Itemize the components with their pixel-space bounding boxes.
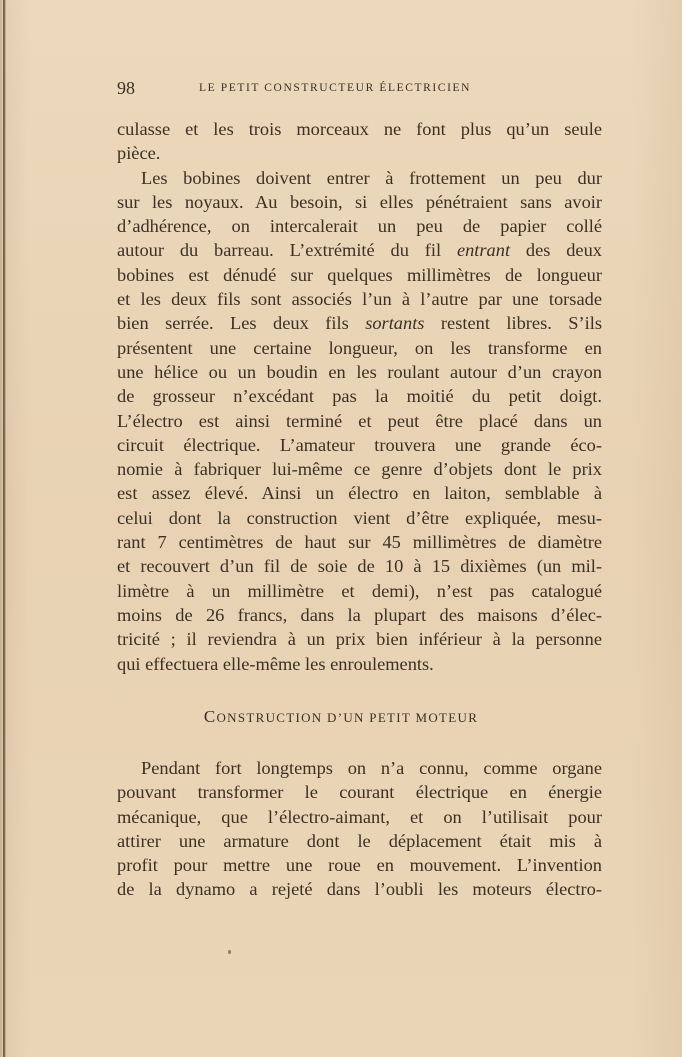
body-text-upper: [117, 117, 602, 676]
text-line: présentent une certaine longueur, on les transforme en: [117, 337, 602, 358]
text-line: Pendant fort longtemps on n’a connu, comme organe: [141, 758, 602, 778]
text-line: pouvant transformer le courant électrique en énergie: [117, 782, 602, 803]
text-line: pièce.: [117, 143, 161, 164]
paper-speck: [228, 950, 231, 954]
text-line: moins de 26 francs, dans la plupart des maisons d’élec-: [117, 604, 602, 625]
text-line: d’adhérence, on intercalerait un peu de papier collé: [117, 216, 602, 237]
text-line: sur les noyaux. Au besoin, si elles pénétraient sans avoir: [117, 191, 602, 212]
text-line: est assez élevé. Ainsi un électro en laiton, semblable à: [117, 483, 602, 504]
paragraph: [117, 756, 602, 902]
text-line: de la dynamo a rejeté dans l’oubli les moteurs électro-: [117, 879, 602, 900]
body-text-lower: [117, 756, 602, 902]
paragraph: [117, 166, 602, 676]
text-line: circuit électrique. L’amateur trouvera une grande éco-: [117, 434, 602, 455]
section-heading: [0, 707, 682, 727]
binding-shadow: [3, 0, 6, 1057]
text-line: attirer une armature dont le déplacement était mis à: [117, 830, 602, 851]
text-line: [117, 311, 602, 335]
text-line: celui dont la construction vient d’être expliquée, mesu-: [117, 507, 602, 528]
text-line: culasse et les trois morceaux ne font plus qu’un seule: [117, 119, 602, 139]
text-line: Les bobines doivent entrer à frottement un peu dur: [141, 167, 602, 188]
text-line: tricité ; il reviendra à un prix bien inférieur à la personne: [117, 629, 602, 650]
text-line: une hélice ou un boudin en les roulant autour d’un crayon: [117, 361, 602, 382]
text-line: et les deux fils sont associés l’un à l’autre par une torsade: [117, 289, 602, 310]
text-line: nomie à fabriquer lui-même ce genre d’objets dont le prix: [117, 459, 602, 480]
text-line: mécanique, que l’électro-aimant, et on l’utilisait pour: [117, 806, 602, 827]
section-heading-rest: ONSTRUCTION D’UN PETIT MOTEUR: [216, 710, 479, 725]
text-span: restent libres. S’ils: [424, 313, 603, 334]
text-line: profit pour mettre une roue en mouvement. L’invention: [117, 855, 602, 876]
italic-word: entrant: [456, 240, 511, 261]
page-number: 98: [117, 78, 135, 98]
italic-word: sortants: [365, 313, 425, 334]
page-edge: [0, 0, 2, 1057]
section-heading-initial: C: [203, 707, 217, 726]
paragraph: [117, 117, 602, 166]
running-title: LE PETIT CONSTRUCTEUR ÉLECTRICIEN: [199, 82, 472, 94]
text-span: autour du barreau. L’extrémité du fil: [117, 240, 457, 261]
text-line: de grosseur n’excédant pas la moitié du petit doigt.: [117, 386, 602, 407]
page-header: [117, 78, 617, 100]
text-line: [117, 238, 602, 262]
text-line: L’électro est ainsi terminé et peut être placé dans un: [117, 410, 602, 431]
text-line: limètre à un millimètre et demi), n’est pas catalogué: [117, 580, 602, 601]
text-span: des deux: [510, 240, 602, 261]
text-line: qui effectuera elle-même les enroulements.: [117, 653, 434, 674]
text-line: rant 7 centimètres de haut sur 45 millimètres de diamètre: [117, 532, 602, 553]
text-line: et recouvert d’un fil de soie de 10 à 15 dixièmes (un mil-: [117, 556, 602, 577]
text-line: bobines est dénudé sur quelques millimètres de longueur: [117, 264, 602, 285]
text-span: bien serrée. Les deux fils: [117, 313, 366, 334]
